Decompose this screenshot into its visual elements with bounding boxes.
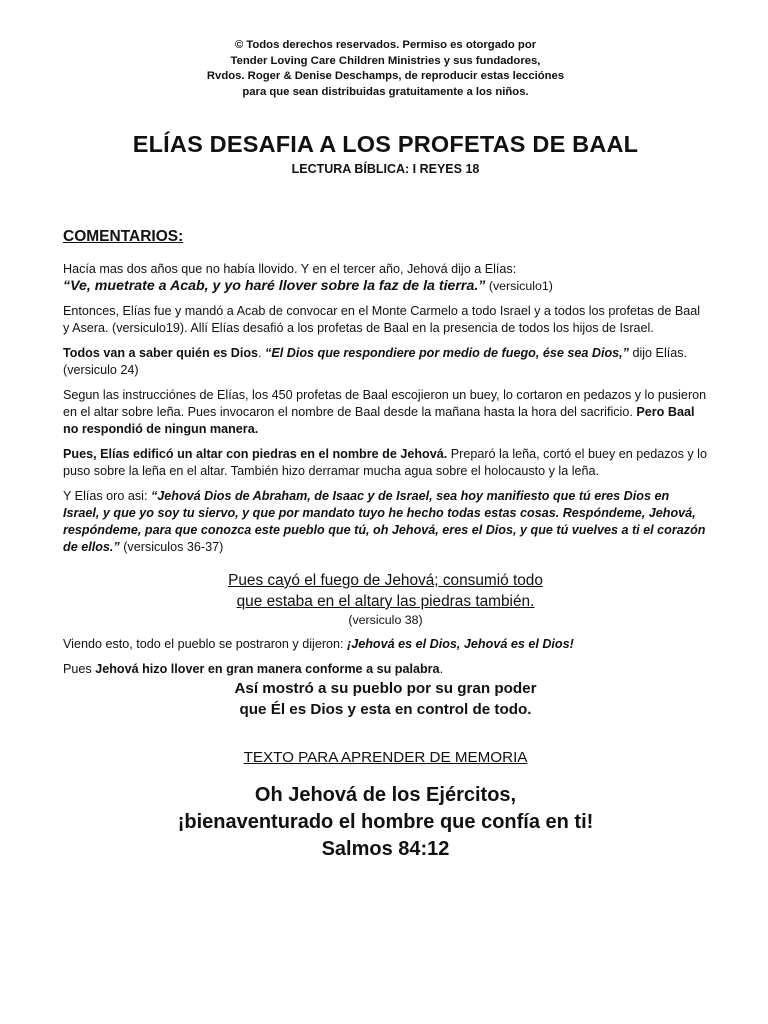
closing-statement: [63, 678, 708, 720]
fire-verse-line-2: que estaba en el altary las piedras también.: [236, 593, 535, 610]
paragraph-3-quote: “El Dios que respondiere por medio de fuego, ése sea Dios,”: [265, 346, 629, 360]
paragraph-3-rest: dijo Elías. (versiculo 24): [63, 346, 688, 377]
paragraph-3: [63, 345, 708, 379]
paragraph-3-mid: .: [258, 346, 266, 360]
memory-verse-line-2: ¡bienaventurado el hombre que confía en ti!: [177, 811, 594, 833]
copyright-line-4: para que sean distribuidas gratuitamente a los niños.: [242, 85, 529, 98]
paragraph-8-bold: Jehová hizo llover en gran manera conforme a su palabra: [95, 662, 440, 676]
paragraph-7-quote: ¡Jehová es el Dios, Jehová es el Dios!: [347, 637, 574, 651]
paragraph-7: [63, 636, 708, 653]
paragraph-6-quote: “Jehová Dios de Abraham, de Isaac y de Israel, sea hoy manifiesto que tú eres Dios en Israel, y que yo soy tu siervo, y que por mandato tuyo he hecho todas estas cosas. Respóndeme, Jehová, respóndeme, para que conozca este pueblo que tú, oh Jehová, eres el Dios, y que tú vuelves a ti el corazón de ellos.”: [63, 489, 706, 554]
paragraph-7-intro: Viendo esto, todo el pueblo se postraron y dijeron:: [63, 637, 348, 651]
memory-verse: [63, 782, 708, 863]
closing-line-1: Así mostró a su pueblo por su gran poder: [234, 680, 537, 697]
paragraph-5: [63, 446, 708, 480]
paragraph-1-ref: (versiculo1): [485, 279, 553, 293]
document-page: [63, 38, 708, 863]
fire-verse-ref: (versiculo 38): [348, 613, 423, 627]
paragraph-5-bold: Pues, Elías edificó un altar con piedras en el nombre de Jehová.: [63, 447, 448, 461]
lesson-title: ELÍAS DESAFIA A LOS PROFETAS DE BAAL: [132, 131, 639, 157]
memory-verse-line-1: Oh Jehová de los Ejércitos,: [254, 784, 517, 806]
paragraph-6-ref: (versiculos 36-37): [119, 540, 224, 554]
paragraph-1: [63, 261, 708, 295]
copyright-line-2: Tender Loving Care Children Ministries y sus fundadores,: [230, 54, 541, 67]
paragraph-5-rest: Preparó la leña, cortó el buey en pedazos y lo puso sobre la leña en el altar. También hizo derramar mucha agua sobre el holocausto y la leña.: [63, 447, 707, 478]
bible-reading-reference: LECTURA BÍBLICA: I REYES 18: [291, 162, 480, 176]
paragraph-1-quote: “Ve, muetrate a Acab, y yo haré llover sobre la faz de la tierra.”: [63, 278, 486, 294]
paragraph-1-intro: Hacía mas dos años que no había llovido. Y en el tercer año, Jehová dijo a Elías:: [63, 262, 517, 276]
paragraph-4: [63, 387, 708, 438]
memory-verse-heading: TEXTO PARA APRENDER DE MEMORIA: [243, 749, 528, 766]
copyright-line-3: Rvdos. Roger & Denise Deschamps, de reproducir estas lecciónes: [206, 70, 565, 82]
comentarios-heading: COMENTARIOS:: [63, 228, 184, 245]
paragraph-3-bold: Todos van a saber quién es Dios: [63, 346, 259, 360]
fire-verse-line-1: Pues cayó el fuego de Jehová; consumió todo: [228, 572, 543, 589]
closing-line-2: que Él es Dios y esta en control de todo.: [239, 701, 532, 718]
paragraph-8-end: .: [439, 662, 444, 676]
paragraph-4-text: Segun las instrucciónes de Elías, los 450 profetas de Baal escojieron un buey, lo cortaron en pedazos y lo pusieron en el altar sobre leña. Pues invocaron el nombre de Baal desde la mañana hasta la hora del sacrificio.: [63, 388, 707, 419]
paragraph-4-bold: Pero Baal no respondió de ningun manera.: [63, 405, 695, 436]
paragraph-6-intro: Y Elías oro asi:: [63, 489, 151, 503]
copyright-line-1: © Todos derechos reservados. Permiso es otorgado por: [234, 39, 537, 51]
paragraph-6: [63, 488, 708, 556]
paragraph-8: [63, 661, 708, 678]
fire-verse-block: [63, 570, 708, 628]
copyright-notice: [63, 38, 708, 100]
paragraph-8-intro: Pues: [63, 662, 96, 676]
memory-verse-ref: Salmos 84:12: [321, 838, 450, 860]
paragraph-2: Entonces, Elías fue y mandó a Acab de convocar en el Monte Carmelo a todo Israel y a todos los profetas de Baal y Asera. (versiculo19). Allí Elías desafió a los profetas de Baal en la presencia de todos los hijos de Israel.: [63, 304, 701, 335]
